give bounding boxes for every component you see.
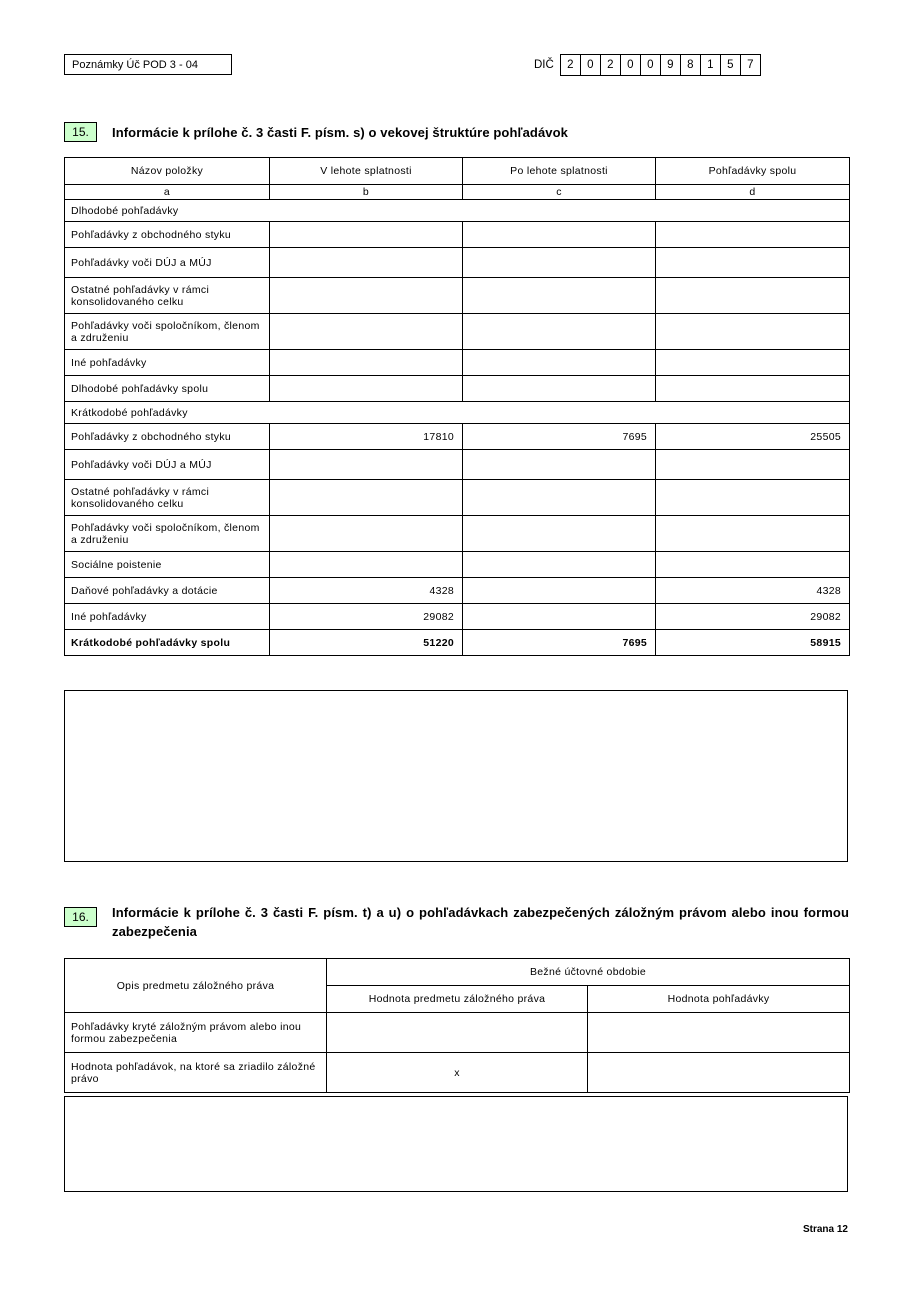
table-row (65, 314, 850, 350)
table-row (65, 1013, 850, 1053)
value-cell-c (463, 604, 656, 630)
group-label: Krátkodobé pohľadávky (65, 402, 850, 424)
row-label: Hodnota pohľadávok, na ktoré sa zriadilo záložné právo (65, 1053, 327, 1093)
dic-digit: 0 (640, 54, 661, 76)
table-row (65, 248, 850, 278)
table-row (65, 350, 850, 376)
table-row (65, 604, 850, 630)
column-letter: c (463, 185, 656, 200)
row-label: Sociálne poistenie (65, 552, 270, 578)
value-cell-d (656, 480, 850, 516)
form-title: Poznámky Úč POD 3 - 04 (64, 54, 232, 75)
value-cell-c (463, 278, 656, 314)
row-label: Pohľadávky voči spoločníkom, členom a združeniu (65, 516, 270, 552)
page-number: Strana 12 (802, 1224, 848, 1235)
value-cell-d (656, 222, 850, 248)
table-group-row (65, 402, 850, 424)
dic-digit: 1 (700, 54, 721, 76)
table-row (65, 552, 850, 578)
value-cell-d (656, 450, 850, 480)
column-header: Názov položky (65, 158, 270, 185)
pledged-receivables-table (64, 958, 850, 1093)
section-15-badge: 15. (64, 122, 97, 142)
section-16-title: Informácie k prílohe č. 3 časti F. písm. t) a u) o pohľadávkach zabezpečených záložným právom alebo inou formou zabezpečenia (112, 905, 849, 939)
value-cell (327, 1013, 588, 1053)
table-row (65, 450, 850, 480)
table-group-row (65, 200, 850, 222)
row-label: Pohľadávky voči spoločníkom, členom a združeniu (65, 314, 270, 350)
row-label: Pohľadávky voči DÚJ a MÚJ (65, 248, 270, 278)
dic-digit: 8 (680, 54, 701, 76)
table-letter-row (65, 185, 850, 200)
value-cell (588, 1013, 850, 1053)
column-header: Po lehote splatnosti (463, 158, 656, 185)
value-cell-c (463, 450, 656, 480)
value-cell-c (463, 552, 656, 578)
section-16-notes-box (64, 1096, 848, 1192)
table-header-row (65, 158, 850, 185)
value-cell-c (463, 314, 656, 350)
section-15-title: Informácie k prílohe č. 3 časti F. písm. s) o vekovej štruktúre pohľadávok (112, 125, 569, 140)
section-15-notes-box (64, 690, 848, 862)
value-cell-d (656, 314, 850, 350)
value-cell-d (656, 376, 850, 402)
value-cell-b (270, 450, 463, 480)
period-header: Bežné účtovné obdobie (327, 959, 850, 986)
value-cell-b (270, 278, 463, 314)
row-label: Pohľadávky z obchodného styku (65, 222, 270, 248)
value-cell-b (270, 376, 463, 402)
value-cell-d: 4328 (656, 578, 850, 604)
table-row (65, 424, 850, 450)
dic-digit: 2 (560, 54, 581, 76)
column-letter: a (65, 185, 270, 200)
value-cell-d: 58915 (656, 630, 850, 656)
dic-digit: 7 (740, 54, 761, 76)
table-header-row (65, 959, 850, 986)
value-cell-d (656, 516, 850, 552)
column-header: Pohľadávky spolu (656, 158, 850, 185)
row-label: Ostatné pohľadávky v rámci konsolidovaného celku (65, 278, 270, 314)
receivables-age-structure-table (64, 157, 850, 656)
column-letter: b (270, 185, 463, 200)
value-cell-b: 4328 (270, 578, 463, 604)
dic-digit: 5 (720, 54, 741, 76)
value-cell-c (463, 350, 656, 376)
row-label: Pohľadávky voči DÚJ a MÚJ (65, 450, 270, 480)
row-label: Pohľadávky kryté záložným právom alebo inou formou zabezpečenia (65, 1013, 327, 1053)
row-label: Krátkodobé pohľadávky spolu (65, 630, 270, 656)
row-label: Ostatné pohľadávky v rámci konsolidovaného celku (65, 480, 270, 516)
table-row (65, 480, 850, 516)
value-cell-b (270, 314, 463, 350)
value-cell-c (463, 376, 656, 402)
dic-digit: 0 (620, 54, 641, 76)
column-header: Opis predmetu záložného práva (65, 959, 327, 1013)
dic-label: DIČ (534, 59, 554, 71)
value-cell-b: 51220 (270, 630, 463, 656)
group-label: Dlhodobé pohľadávky (65, 200, 850, 222)
dic-digit-boxes (560, 54, 761, 76)
value-cell-b (270, 516, 463, 552)
column-letter: d (656, 185, 850, 200)
value-cell-c (463, 578, 656, 604)
table-row (65, 376, 850, 402)
value-cell-c: 7695 (463, 630, 656, 656)
row-label: Daňové pohľadávky a dotácie (65, 578, 270, 604)
column-subheader: Hodnota predmetu záložného práva (327, 986, 588, 1013)
table-row (65, 1053, 850, 1093)
column-header: V lehote splatnosti (270, 158, 463, 185)
dic-digit: 9 (660, 54, 681, 76)
value-cell-b (270, 552, 463, 578)
table-row (65, 578, 850, 604)
value-cell-c: 7695 (463, 424, 656, 450)
column-subheader: Hodnota pohľadávky (588, 986, 850, 1013)
row-label: Pohľadávky z obchodného styku (65, 424, 270, 450)
value-cell-d (656, 552, 850, 578)
dic-digit: 2 (600, 54, 621, 76)
row-label: Iné pohľadávky (65, 350, 270, 376)
value-cell-b: 17810 (270, 424, 463, 450)
table-row (65, 516, 850, 552)
value-cell-c (463, 480, 656, 516)
value-cell-b (270, 480, 463, 516)
value-cell-b: 29082 (270, 604, 463, 630)
section-16-badge: 16. (64, 907, 97, 927)
table-row (65, 278, 850, 314)
value-cell-c (463, 516, 656, 552)
value-cell-b (270, 350, 463, 376)
value-cell-c (463, 248, 656, 278)
value-cell-b (270, 222, 463, 248)
value-cell-d (656, 278, 850, 314)
value-cell-b (270, 248, 463, 278)
table-row (65, 222, 850, 248)
value-cell-d: 29082 (656, 604, 850, 630)
value-cell: x (327, 1053, 588, 1093)
dic-digit: 0 (580, 54, 601, 76)
value-cell-d (656, 248, 850, 278)
value-cell (588, 1053, 850, 1093)
table-total-row (65, 630, 850, 656)
value-cell-d: 25505 (656, 424, 850, 450)
value-cell-c (463, 222, 656, 248)
value-cell-d (656, 350, 850, 376)
row-label: Iné pohľadávky (65, 604, 270, 630)
row-label: Dlhodobé pohľadávky spolu (65, 376, 270, 402)
dic-field (534, 54, 761, 76)
